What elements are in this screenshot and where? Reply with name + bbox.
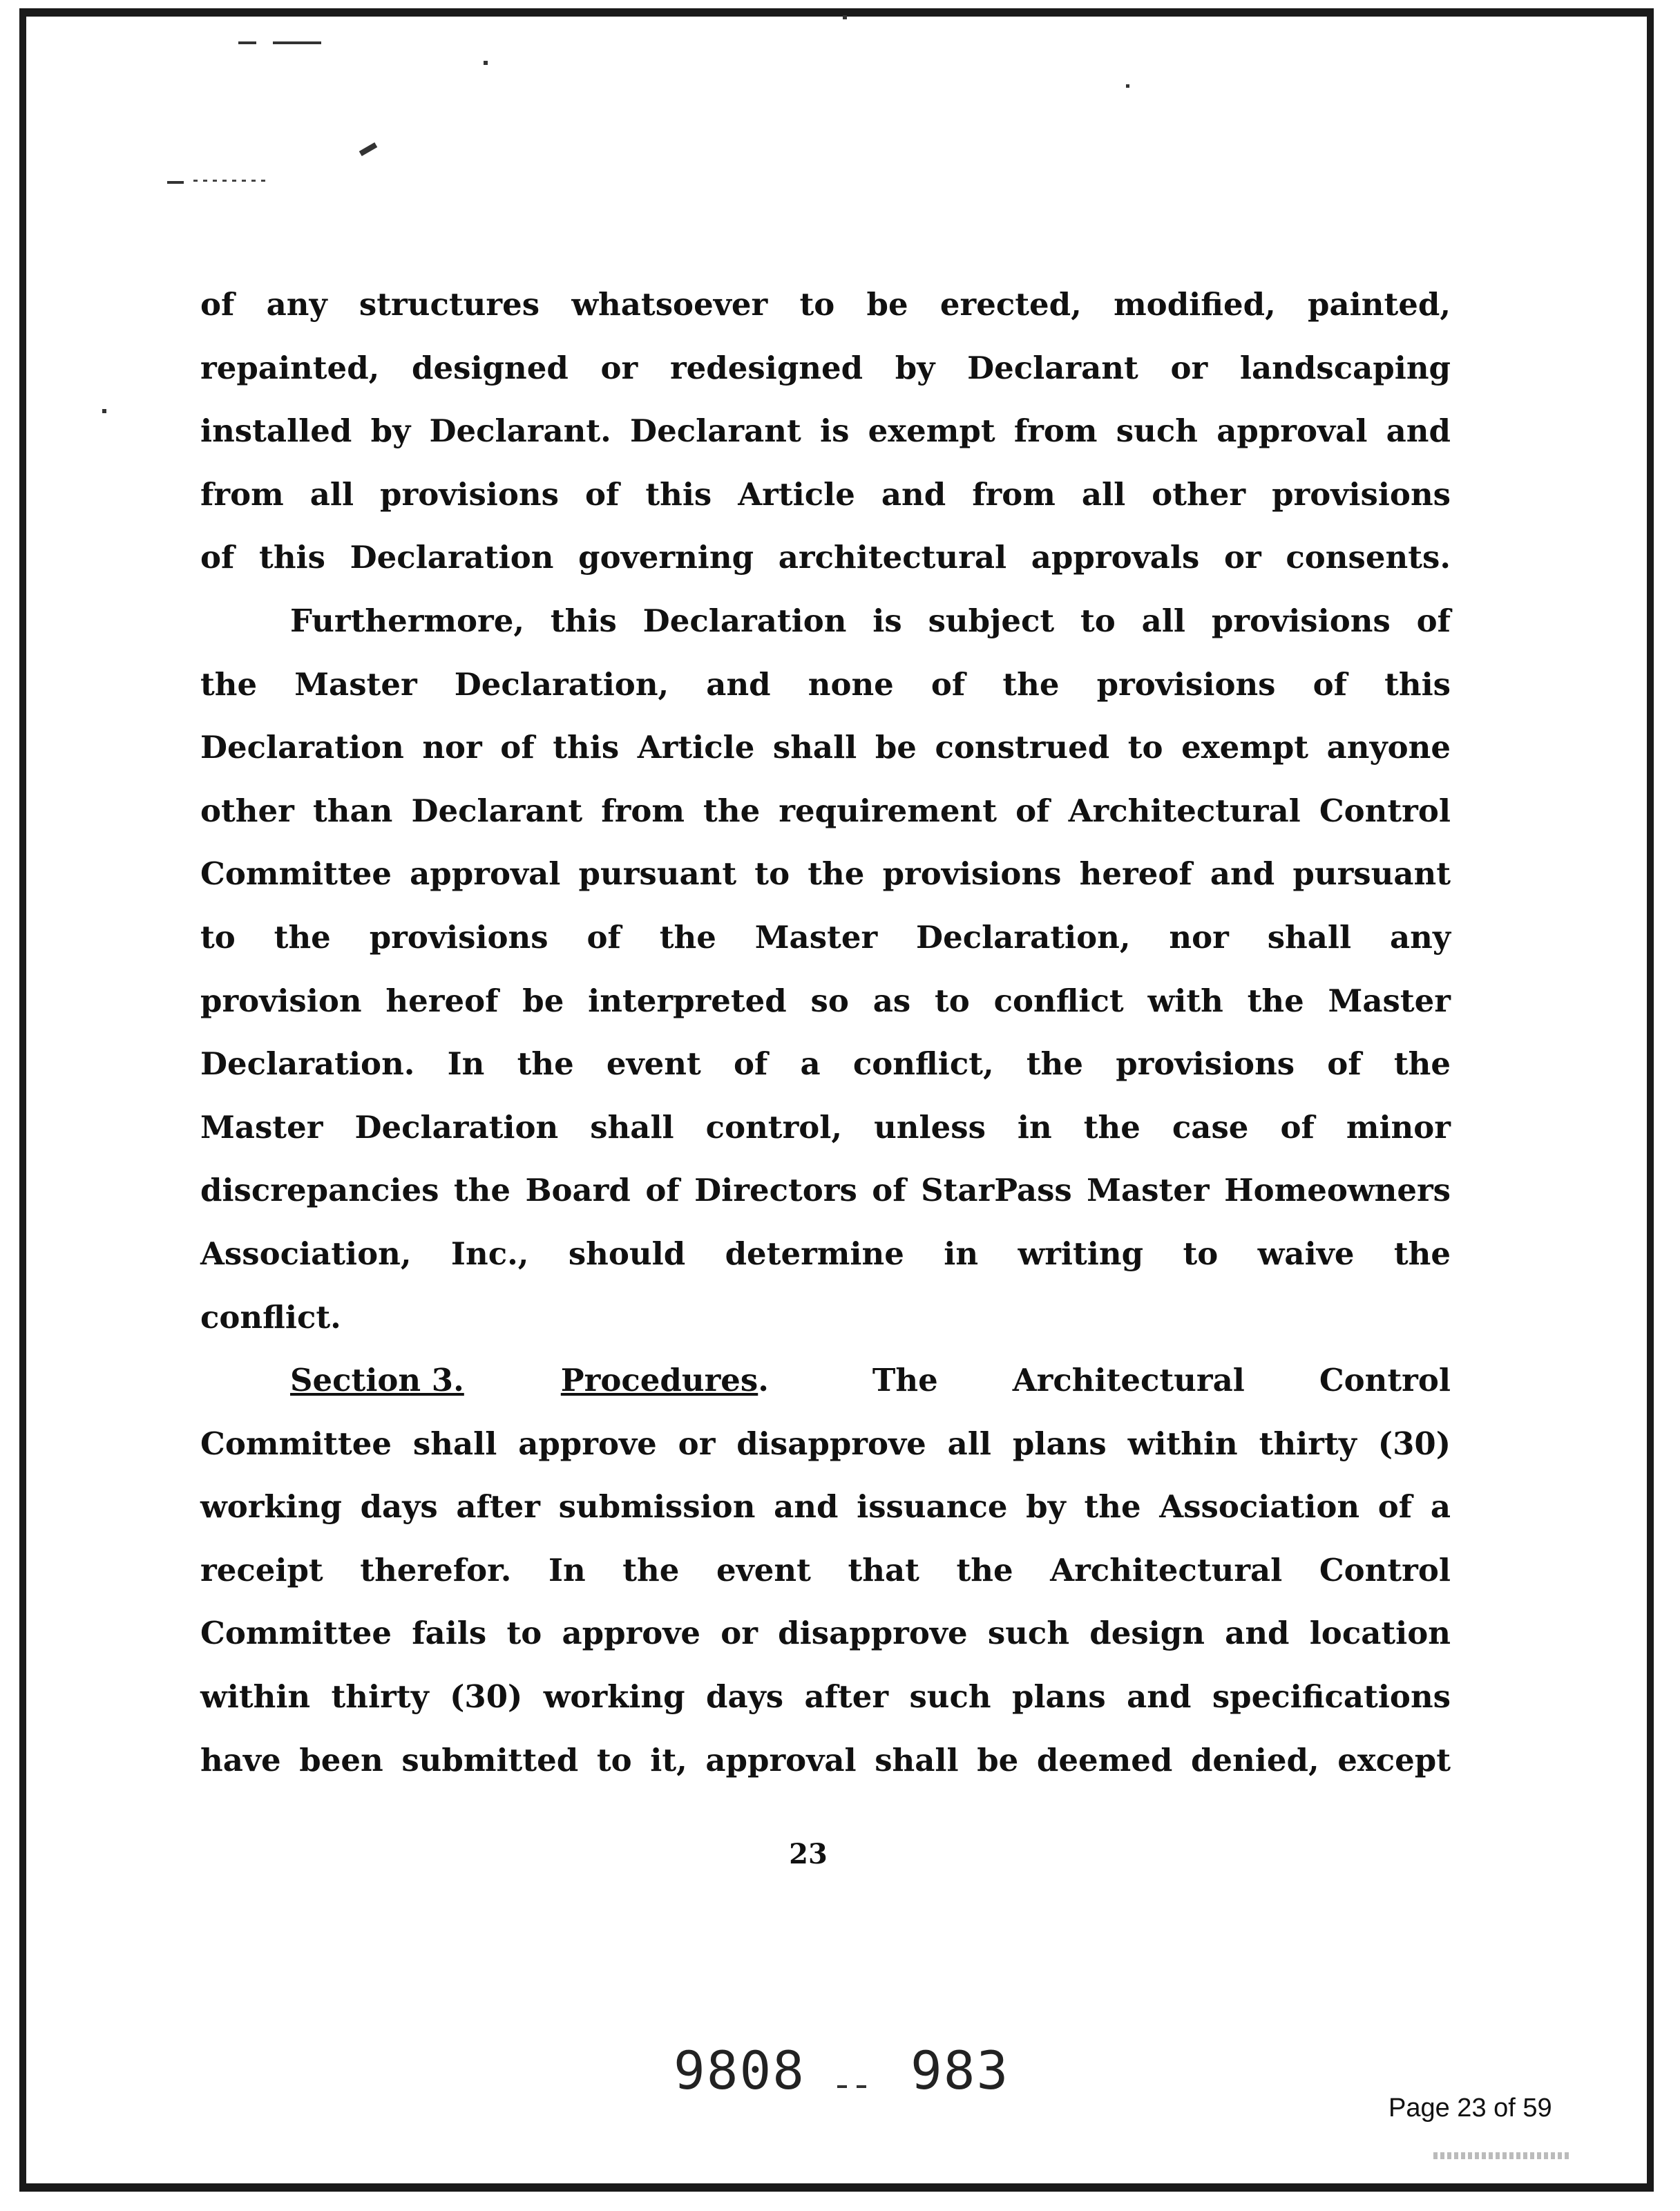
text-line: of any structures whatsoever to be erected, modified, painted, [200, 286, 1451, 323]
text-line: Master Declaration shall control, unless in the case of minor [200, 1108, 1451, 1146]
scan-mark [273, 41, 321, 44]
scan-footer-mark [1433, 2152, 1572, 2159]
document-body [200, 273, 1451, 1792]
text-line: conflict. [200, 1298, 341, 1336]
text-line: to the provisions of the Master Declaration, nor shall any [200, 918, 1451, 956]
scan-mark [238, 41, 256, 44]
scan-mark [1126, 84, 1129, 88]
text-line: have been submitted to it, approval shall be deemed denied, except [200, 1741, 1451, 1778]
recording-stamp-page: 983 [910, 2040, 1010, 2101]
text-line: receipt therefor. In the event that the Architectural Control [200, 1551, 1451, 1588]
text-line: The Architectural Control [872, 1362, 1451, 1399]
scan-mark [843, 15, 847, 19]
scan-mark [484, 61, 488, 65]
stamp-dash [837, 2085, 847, 2088]
text-line: other than Declarant from the requirement of Architectural Control [200, 792, 1451, 829]
text-line: from all provisions of this Article and from all other provisions [200, 475, 1451, 513]
scan-mark [193, 180, 269, 182]
recording-stamp-book: 9808 [674, 2040, 806, 2101]
text-line: Declaration. In the event of a conflict, the provisions of the [200, 1045, 1451, 1083]
text-line: of this Declaration governing architectural approvals or consents. [200, 539, 1451, 576]
page-number: 23 [789, 1838, 828, 1870]
text-line: Committee fails to approve or disapprove such design and location [200, 1615, 1451, 1652]
text-line: working days after submission and issuance by the Association of a [200, 1488, 1451, 1526]
text-line: Association, Inc., should determine in writing to waive the [200, 1235, 1451, 1272]
scan-mark [167, 181, 184, 184]
stamp-dash [857, 2085, 866, 2088]
section-title: Procedures [560, 1362, 758, 1399]
text-line: Declaration nor of this Article shall be construed to exempt anyone [200, 729, 1451, 766]
text-line: Committee shall approve or disapprove all plans within thirty (30) [200, 1425, 1451, 1462]
text-line: Furthermore, this Declaration is subject to all provisions of [290, 602, 1451, 639]
text-line: within thirty (30) working days after such plans and specifications [200, 1678, 1451, 1716]
text-line: the Master Declaration, and none of the provisions of this [200, 665, 1451, 703]
text-line: repainted, designed or redesigned by Declarant or landscaping [200, 349, 1451, 386]
page-count: Page 23 of 59 [1388, 2094, 1552, 2123]
scan-mark [102, 409, 106, 413]
section-heading-line: Section 3. Procedures . The Architectural Control [200, 1349, 1451, 1412]
text-line: discrepancies the Board of Directors of StarPass Master Homeowners [200, 1172, 1451, 1209]
text-line: Committee approval pursuant to the provisions hereof and pursuant [200, 855, 1451, 893]
text-line: provision hereof be interpreted so as to conflict with the Master [200, 982, 1451, 1019]
section-number: Section 3. [290, 1362, 464, 1399]
text-line: installed by Declarant. Declarant is exempt from such approval and [200, 412, 1451, 450]
